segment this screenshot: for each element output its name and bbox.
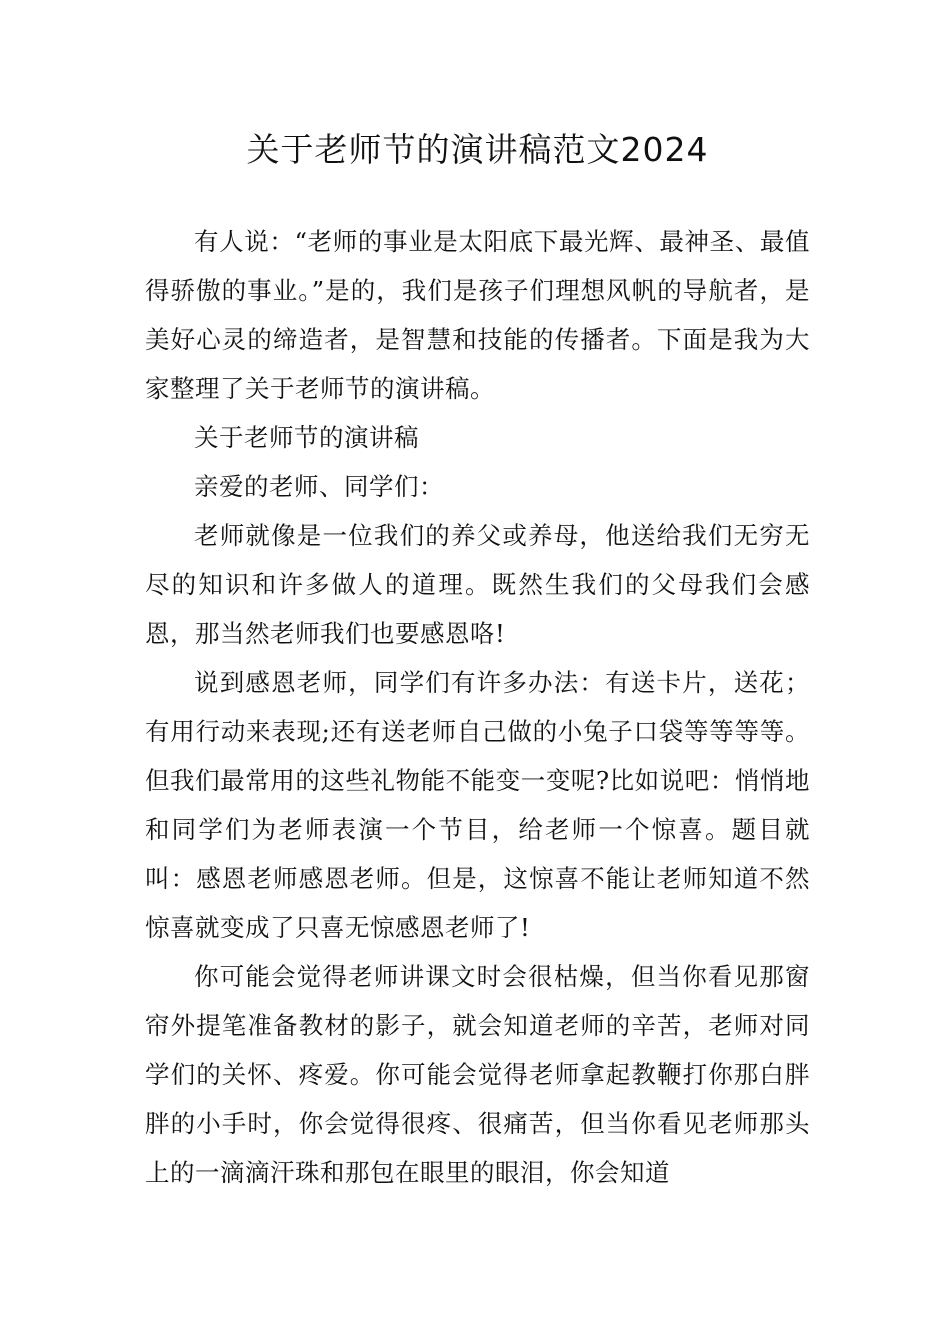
paragraph-intro: 有人说：“老师的事业是太阳底下最光辉、最神圣、最值得骄傲的事业。”是的，我们是孩子们理想风帆的导航者，是美好心灵的缔造者，是智慧和技能的传播者。下面是我为大家整理了关于老师节的演讲稿。	[145, 227, 810, 403]
paragraph-body-2: 说到感恩老师，同学们有许多办法：有送卡片，送花；有用行动来表现;还有送老师自己做的小兔子口袋等等等等。但我们最常用的这些礼物能不能变一变呢?比如说吧：悄悄地和同学们为老师表演一个节目，给老师一个惊喜。题目就叫：感恩老师感恩老师。但是，这惊喜不能让老师知道不然惊喜就变成了只喜无惊感恩老师了!	[145, 668, 810, 942]
paragraph-subtitle: 关于老师节的演讲稿	[194, 423, 419, 452]
paragraph-greeting: 亲爱的老师、同学们：	[194, 472, 444, 501]
paragraph-body-3: 你可能会觉得老师讲课文时会很枯燥，但当你看见那窗帘外提笔准备教材的影子，就会知道老师的辛苦，老师对同学们的关怀、疼爱。你可能会觉得老师拿起教鞭打你那白胖胖的小手时，你会觉得很疼、很痛苦，但当你看见老师那头上的一滴滴汗珠和那包在眼里的眼泪，你会知道	[145, 962, 810, 1187]
document-title: 关于老师节的演讲稿范文2024	[246, 130, 709, 169]
paragraph-body-1: 老师就像是一位我们的养父或养母，他送给我们无穷无尽的知识和许多做人的道理。既然生我们的父母我们会感恩，那当然老师我们也要感恩咯!	[145, 521, 810, 648]
